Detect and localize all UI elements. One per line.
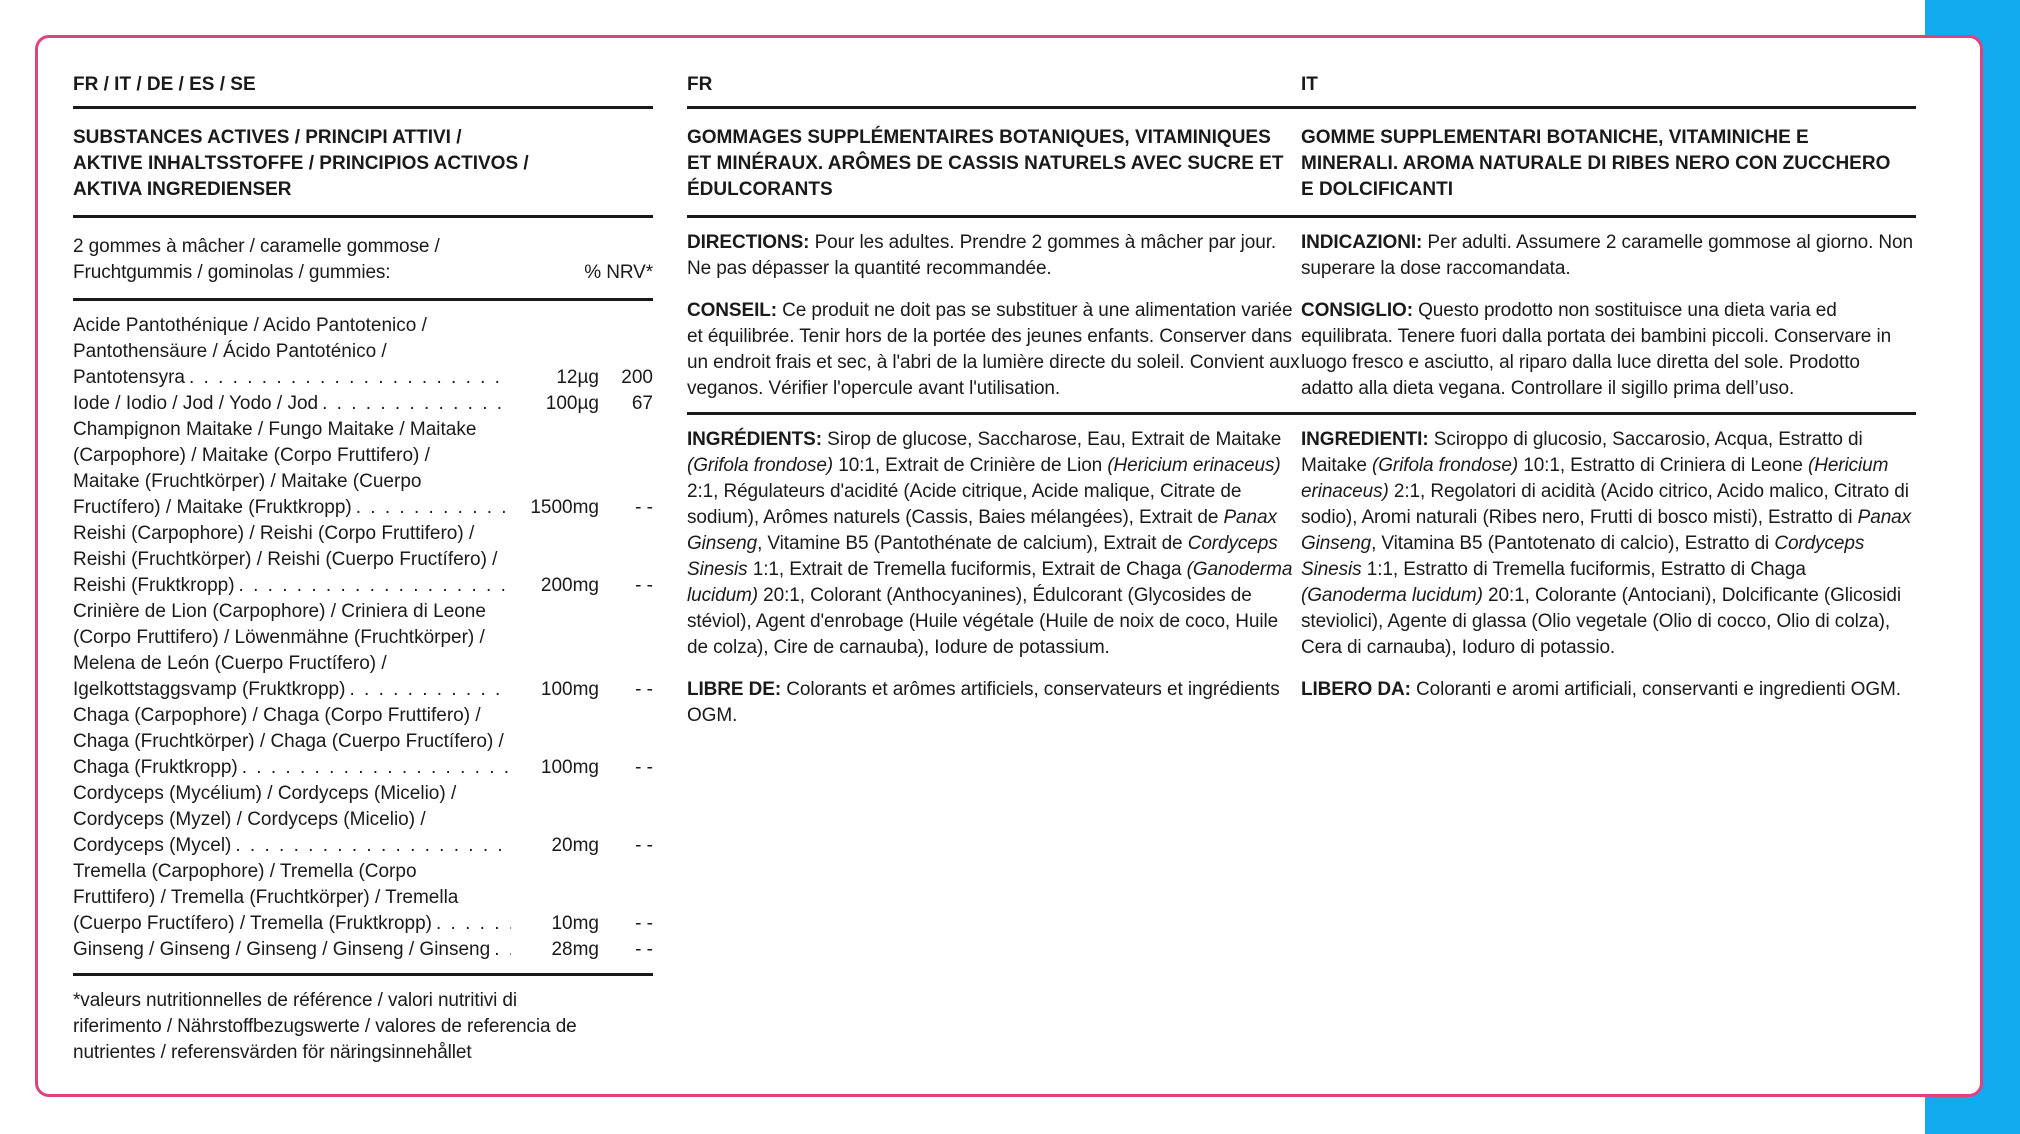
nutrient-row [73,781,653,859]
nutrient-name-line: Crinière de Lion (Carpophore) / Criniera di Leone [73,601,486,622]
advice-text: Ce produit ne doit pas se substituer à une alimentation variée et équilibrée. Tenir hors de la portée des jeunes enfants. Conserver dans un endroit frais et sec, à l'abri de la lumière directe du soleil. Convient aux veganos. Vérifier l'opercule avant l'utilisation. [687,300,1300,399]
nutrient-name-line: Ginseng / Ginseng / Ginseng / Ginseng / Ginseng [73,939,491,960]
nutrient-name-line: Fructífero) / Maitake (Fruktkropp) [73,497,352,518]
dot-leader [494,937,511,963]
ingredients-text: 20:1, Colorant (Anthocyanines), Édulcorant (Glycosides de stéviol), Agent d'enrobage (Huile végétale (Huile de noix de coco, Huile de colza), Cire de carnauba), Iodure de potassium. [687,585,1279,658]
free-from-text: Colorants et arômes artificiels, conservateurs et ingrédients OGM. [687,679,1280,726]
nutrient-name-line: Maitake (Fruchtkörper) / Maitake (Cuerpo [73,471,422,492]
species-name: (Grifola frondose) [1372,455,1519,476]
nutrient-name-line: Pantotensyra [73,367,185,388]
nutrient-name-line: Fruttifero) / Tremella (Fruchtkörper) / Tremella [73,887,459,908]
ingredients-text: 2:1, Regolatori di acidità (Acido citrico, Acido malico, Citrato di sodio), Aromi naturali (Ribes nero, Frutti di bosco misti), Estratto di [1301,481,1909,528]
directions-label: INDICAZIONI: [1301,232,1423,253]
nutrient-value-line [73,365,653,391]
species-name: Panax Ginseng [1301,507,1912,554]
advice-paragraph [687,292,1301,412]
nutrient-nrv: - - [635,497,653,518]
nutrient-value-line [73,911,653,937]
nutrient-name-line: Champignon Maitake / Fungo Maitake / Maitake [73,419,477,440]
serving-line: 2 gommes à mâcher / caramelle gommose / [73,236,440,257]
label-frame [35,35,1983,1097]
ingredients-text: 10:1, Extrait de Crinière de Lion [833,455,1108,476]
nutrient-value-line [73,937,653,963]
nutrient-name-line: Chaga (Fruchtkörper) / Chaga (Cuerpo Fructífero) / [73,731,504,752]
ingredients-label: INGRÉDIENTS: [687,429,822,450]
heading-line: SUBSTANCES ACTIVES / PRINCIPI ATTIVI / [73,127,462,148]
nutrient-name-line: Cordyceps (Mycel) [73,835,232,856]
nutrient-row [73,937,653,963]
free-from-paragraph [1301,671,1916,713]
nutrient-row [73,391,653,417]
ingredients-section [687,415,1301,739]
usage-section [1301,218,1916,415]
nutrient-row [73,521,653,599]
nutrient-value-line [73,495,653,521]
nutrient-name-line: Melena de León (Cuerpo Fructífero) / [73,653,387,674]
nutrient-row [73,859,653,937]
species-name: Cordyceps Sinesis [1301,533,1865,580]
nutrition-column [73,70,653,1066]
nutrient-name-line: (Cuerpo Fructífero) / Tremella (Fruktkropp) [73,913,432,934]
advice-text: Questo prodotto non sostituisce una dieta varia ed equilibrata. Tenere fuori dalla portata dei bambini piccoli. Conservare in luogo fresco e asciutto, al riparo dalla luce diretta del sole. Prodotto adatto alla dieta vegana. Controllare il sigillo prima dell’uso. [1301,300,1892,399]
nutrient-name-line: Reishi (Fruktkropp) [73,575,235,596]
dot-leader [242,755,511,781]
ingredients-paragraph [687,415,1301,671]
nutrient-name-line: Pantothensäure / Ácido Pantoténico / [73,341,387,362]
nutrient-nrv: - - [635,757,653,778]
nutrient-value-line [73,573,653,599]
nrv-column-label: % NRV* [584,262,653,283]
french-column [687,70,1301,739]
nutrient-row [73,599,653,703]
language-heading: IT [1301,70,1916,109]
nutrient-amount: 100mg [540,679,599,700]
species-name: Cordyceps Sinesis [687,533,1278,580]
nutrient-name-line: Igelkottstaggsvamp (Fruktkropp) [73,679,346,700]
heading-line: AKTIVE INHALTSSTOFFE / PRINCIPIOS ACTIVOS / [73,153,529,174]
nutrient-name-line: Acide Pantothénique / Acido Pantotenico / [73,315,427,336]
footnote [73,976,653,1066]
nutrient-nrv: 67 [631,393,653,414]
serving-header [73,218,653,301]
species-name: (Ganoderma lucidum) [1301,585,1483,606]
ingredients-text: Sciroppo di glucosio, Saccarosio, Acqua, Estratto di Maitake [1301,429,1863,476]
nutrient-amount: 28mg [551,939,599,960]
nutrient-row [73,417,653,521]
footnote-line: riferimento / Nährstoffbezugswerte / valores de referencia de [73,1016,577,1037]
heading-line: MINERALI. AROMA NATURALE DI RIBES NERO CON ZUCCHERO [1301,153,1891,174]
heading-line: GOMME SUPPLEMENTARI BOTANICHE, VITAMINICHE E [1301,127,1809,148]
free-from-label: LIBRE DE: [687,679,782,700]
nutrient-row [73,313,653,391]
footnote-line: *valeurs nutritionnelles de référence / valori nutritivi di [73,990,517,1011]
nutrient-name-line: (Carpophore) / Maitake (Corpo Fruttifero) / [73,445,430,466]
nutrient-name-line: (Corpo Fruttifero) / Löwenmähne (Fruchtkörper) / [73,627,485,648]
nutrient-amount: 1500mg [530,497,599,518]
advice-label: CONSEIL: [687,300,777,321]
species-name: (Ganoderma lucidum) [687,559,1293,606]
nutrient-name-line: Reishi (Carpophore) / Reishi (Corpo Fruttifero) / [73,523,475,544]
italian-column [1301,70,1916,713]
ingredients-text: 20:1, Colorante (Antociani), Dolcificante (Glicosidi steviolici), Agente di glassa (Olio vegetale (Olio di cocco, Olio di colza), Cera di carnauba), Ioduro di potassio. [1301,585,1902,658]
dot-leader [356,495,511,521]
heading-line: GOMMAGES SUPPLÉMENTAIRES BOTANIQUES, VITAMINIQUES [687,127,1271,148]
nutrient-name-line: Cordyceps (Myzel) / Cordyceps (Micelio) / [73,809,426,830]
ingredients-section [1301,415,1916,713]
nutrient-nrv: - - [635,679,653,700]
language-heading: FR [687,70,1301,109]
dot-leader [235,833,511,859]
dot-leader [239,573,511,599]
nutrient-amount: 200mg [540,575,599,596]
nutrient-nrv: - - [635,913,653,934]
ingredients-text: 1:1, Extrait de Tremella fuciformis, Extrait de Chaga [747,559,1187,580]
nutrient-row [73,703,653,781]
nutrient-name-line: Cordyceps (Mycélium) / Cordyceps (Micelio) / [73,783,457,804]
species-name: Panax Ginseng [687,507,1277,554]
ingredients-text: 1:1, Estratto di Tremella fuciformis, Estratto di Chaga [1361,559,1806,580]
directions-text: Per adulti. Assumere 2 caramelle gommose al giorno. Non superare la dose raccomandata. [1301,232,1913,279]
nutrient-amount: 100µg [545,393,599,414]
directions-label: DIRECTIONS: [687,232,810,253]
dot-leader [349,677,511,703]
nutrient-name-line: Chaga (Fruktkropp) [73,757,238,778]
directions-paragraph [687,218,1301,292]
ingredients-paragraph [1301,415,1916,671]
dot-leader [189,365,511,391]
nutrient-amount: 10mg [551,913,599,934]
heading-line: ET MINÉRAUX. ARÔMES DE CASSIS NATURELS AVEC SUCRE ET [687,153,1284,174]
product-heading [687,109,1301,218]
species-name: (Grifola frondose) [687,455,834,476]
ingredients-text: , Vitamine B5 (Pantothénate de calcium), Extrait de [757,533,1188,554]
heading-line: ÉDULCORANTS [687,179,833,200]
usage-section [687,218,1301,415]
serving-label [73,234,440,286]
product-heading [1301,109,1916,218]
footnote-line: nutrientes / referensvärden för näringsinnehållet [73,1042,472,1063]
active-substances-heading [73,109,653,218]
ingredients-text: Sirop de glucose, Saccharose, Eau, Extrait de Maitake [821,429,1282,450]
serving-line: Fruchtgummis / gominolas / gummies: [73,262,391,283]
free-from-paragraph [687,671,1301,739]
directions-text: Pour les adultes. Prendre 2 gommes à mâcher par jour. Ne pas dépasser la quantité recommandée. [687,232,1277,279]
nutrient-amount: 20mg [551,835,599,856]
nutrient-name-line: Reishi (Fruchtkörper) / Reishi (Cuerpo Fructífero) / [73,549,498,570]
advice-paragraph [1301,292,1916,412]
heading-line: E DOLCIFICANTI [1301,179,1453,200]
languages-heading: FR / IT / DE / ES / SE [73,70,653,109]
nutrient-nrv: - - [635,939,653,960]
nutrient-rows [73,301,653,976]
free-from-text: Coloranti e aromi artificiali, conservanti e ingredienti OGM. [1410,679,1901,700]
nutrient-amount: 12µg [556,367,599,388]
dot-leader [436,911,511,937]
directions-paragraph [1301,218,1916,292]
nutrient-amount: 100mg [540,757,599,778]
ingredients-text: 2:1, Régulateurs d'acidité (Acide citrique, Acide malique, Citrate de sodium), Arômes naturels (Cassis, Baies mélangées), Extrait de [687,481,1242,528]
nutrient-nrv: - - [635,575,653,596]
advice-label: CONSIGLIO: [1301,300,1413,321]
dot-leader [322,391,511,417]
free-from-label: LIBERO DA: [1301,679,1411,700]
nutrient-name-line: Iode / Iodio / Jod / Yodo / Jod [73,393,319,414]
heading-line: AKTIVA INGREDIENSER [73,179,292,200]
nutrient-name-line: Chaga (Carpophore) / Chaga (Corpo Fruttifero) / [73,705,481,726]
nutrient-name-line: Tremella (Carpophore) / Tremella (Corpo [73,861,417,882]
nutrient-value-line [73,677,653,703]
nutrient-nrv: 200 [621,367,653,388]
ingredients-label: INGREDIENTI: [1301,429,1429,450]
nutrient-value-line [73,391,653,417]
species-name: (Hericium erinaceus) [1107,455,1281,476]
ingredients-text: , Vitamina B5 (Pantotenato di calcio), Estratto di [1371,533,1775,554]
nutrient-value-line [73,755,653,781]
nutrient-value-line [73,833,653,859]
species-name: (Hericium erinaceus) [1301,455,1889,502]
ingredients-text: 10:1, Estratto di Criniera di Leone [1518,455,1808,476]
nutrient-nrv: - - [635,835,653,856]
